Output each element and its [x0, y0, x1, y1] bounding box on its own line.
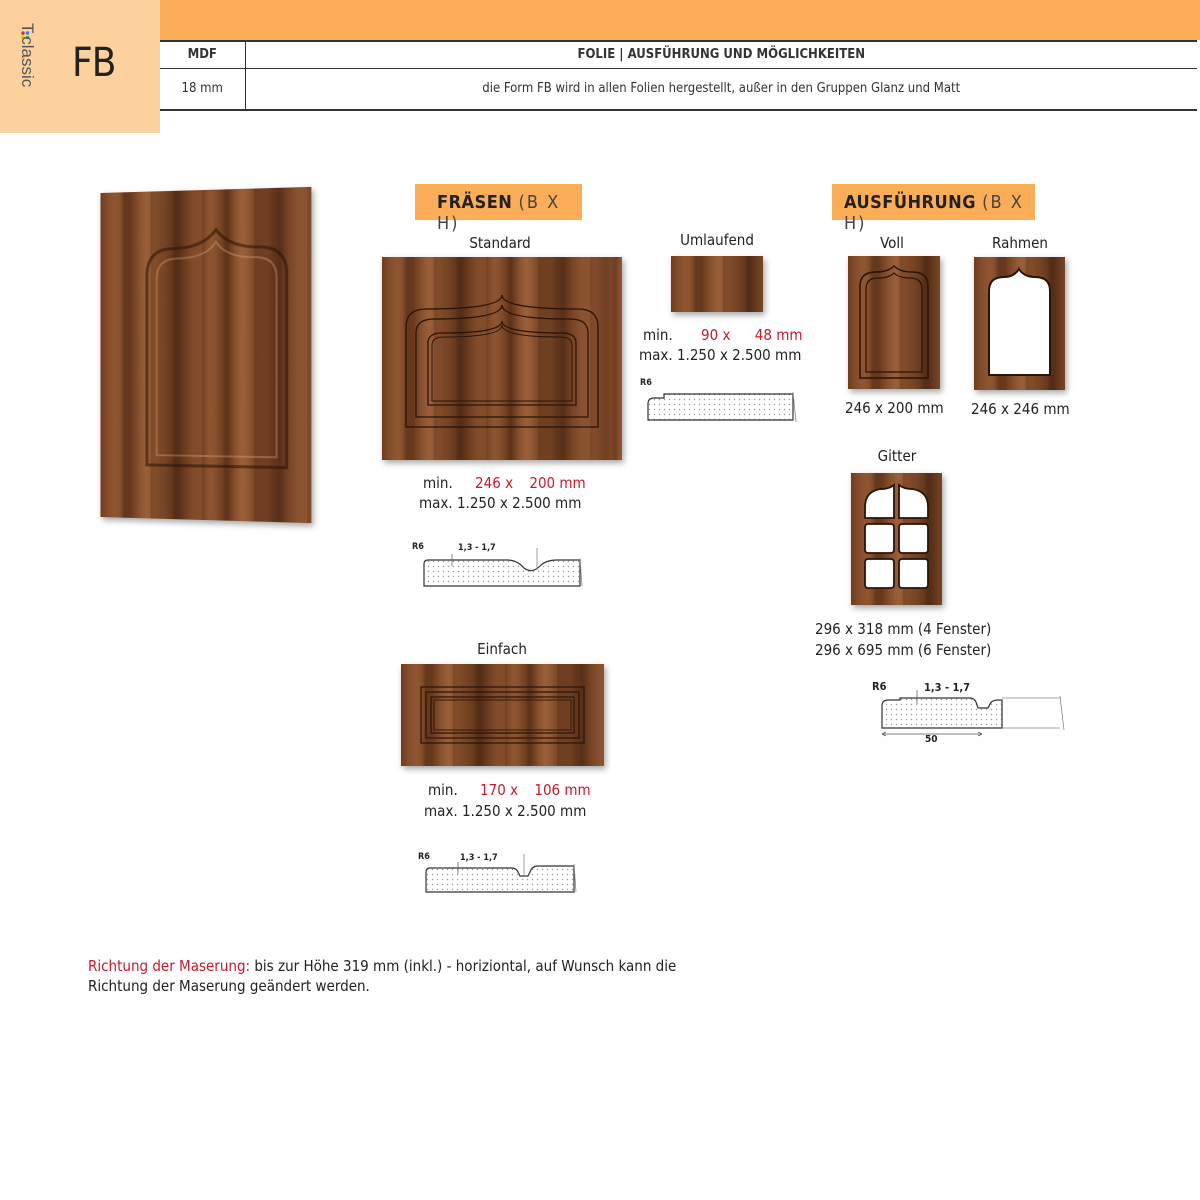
einfach-min-width: 170 x — [480, 781, 519, 799]
ausfuehrung-heading — [832, 184, 1035, 234]
standard-profile-range: 1,3 - 1,7 — [458, 543, 496, 553]
gitter-profile-diagram — [870, 678, 1070, 750]
gitter-label: Gitter — [877, 447, 917, 465]
einfach-min-height: 106 mm — [534, 781, 591, 799]
einfach-profile-diagram — [416, 848, 586, 896]
spec-col2-value: die Form FB wird in allen Folien hergestellt, außer in den Gruppen Glanz und Matt — [245, 68, 1197, 110]
standard-profile-diagram — [412, 540, 587, 590]
ausfuehrung-dims: (B X H) — [844, 192, 1024, 234]
ausfuehrung-title: AUSFÜHRUNG — [844, 192, 977, 213]
door-preview-image — [100, 187, 311, 523]
gitter-size-6: 296 x 695 mm (6 Fenster) — [815, 641, 992, 659]
spec-col1-header: MDF — [160, 41, 245, 68]
umlaufend-min-height: 48 mm — [754, 326, 803, 344]
voll-label: Voll — [880, 234, 904, 252]
umlaufend-profile-drawing — [638, 378, 800, 426]
standard-min-prefix: min. — [423, 474, 453, 492]
einfach-label: Einfach — [477, 640, 527, 658]
spec-col1-value: 18 mm — [160, 68, 245, 110]
umlaufend-sample-image — [671, 256, 763, 312]
standard-profile-r: R6 — [412, 542, 424, 552]
grain-direction-text: bis zur Höhe 319 mm (inkl.) - horiziontal, auf Wunsch kann die Richtung der Maserung geändert werden. — [88, 957, 677, 995]
brand-name: T.classic — [18, 23, 37, 88]
umlaufend-profile-r: R6 — [640, 378, 652, 388]
product-code: FB — [72, 40, 116, 86]
standard-min-height: 200 mm — [529, 474, 586, 492]
umlaufend-min-prefix: min. — [643, 326, 673, 344]
standard-label: Standard — [469, 234, 531, 252]
standard-max: max. 1.250 x 2.500 mm — [419, 494, 582, 512]
spec-col2-header: FOLIE | AUSFÜHRUNG UND MÖGLICHKEITEN — [245, 41, 1197, 68]
fraesen-title: FRÄSEN — [437, 192, 513, 213]
brand-logo — [12, 23, 38, 110]
einfach-profile-r: R6 — [418, 852, 430, 862]
grain-direction-note — [88, 956, 728, 996]
header-bar — [160, 0, 1200, 40]
voll-sample-image — [848, 256, 940, 389]
einfach-sample-image — [401, 664, 604, 766]
einfach-min-prefix: min. — [428, 781, 458, 799]
umlaufend-min-row — [643, 326, 803, 344]
rahmen-frame-outline — [974, 257, 1065, 390]
standard-sample-image — [382, 257, 622, 460]
gitter-window-outline — [851, 473, 942, 605]
einfach-max: max. 1.250 x 2.500 mm — [424, 802, 587, 820]
fraesen-dims: (B X H) — [437, 192, 561, 234]
rahmen-size: 246 x 246 mm — [971, 400, 1070, 418]
gitter-profile-range: 1,3 - 1,7 — [924, 681, 971, 694]
rahmen-label: Rahmen — [992, 234, 1048, 252]
umlaufend-min-width: 90 x — [701, 326, 731, 344]
standard-profile-drawing — [412, 540, 587, 590]
voll-panel-outline — [848, 256, 940, 389]
gitter-sample-image — [851, 473, 942, 605]
door-panel-outline — [100, 187, 311, 523]
spec-table-header-row — [160, 41, 1197, 68]
gitter-size-4: 296 x 318 mm (4 Fenster) — [815, 620, 992, 638]
einfach-profile-drawing — [416, 848, 586, 896]
rahmen-sample-image — [974, 257, 1065, 390]
umlaufend-label: Umlaufend — [680, 231, 754, 249]
grain-direction-lead: Richtung der Maserung: — [88, 957, 251, 975]
standard-routing-outline — [382, 257, 622, 460]
einfach-min-row — [428, 781, 591, 799]
standard-min-row — [423, 474, 586, 492]
umlaufend-max: max. 1.250 x 2.500 mm — [639, 346, 802, 364]
spec-table — [160, 40, 1197, 111]
gitter-profile-r: R6 — [872, 680, 887, 693]
umlaufend-profile-diagram — [638, 378, 800, 426]
einfach-profile-range: 1,3 - 1,7 — [460, 853, 498, 863]
fraesen-heading — [415, 184, 582, 234]
einfach-routing-outline — [401, 664, 604, 766]
standard-min-width: 246 x — [475, 474, 514, 492]
voll-size: 246 x 200 mm — [845, 399, 944, 417]
gitter-profile-width: 50 — [925, 734, 938, 745]
spec-table-value-row — [160, 68, 1197, 110]
